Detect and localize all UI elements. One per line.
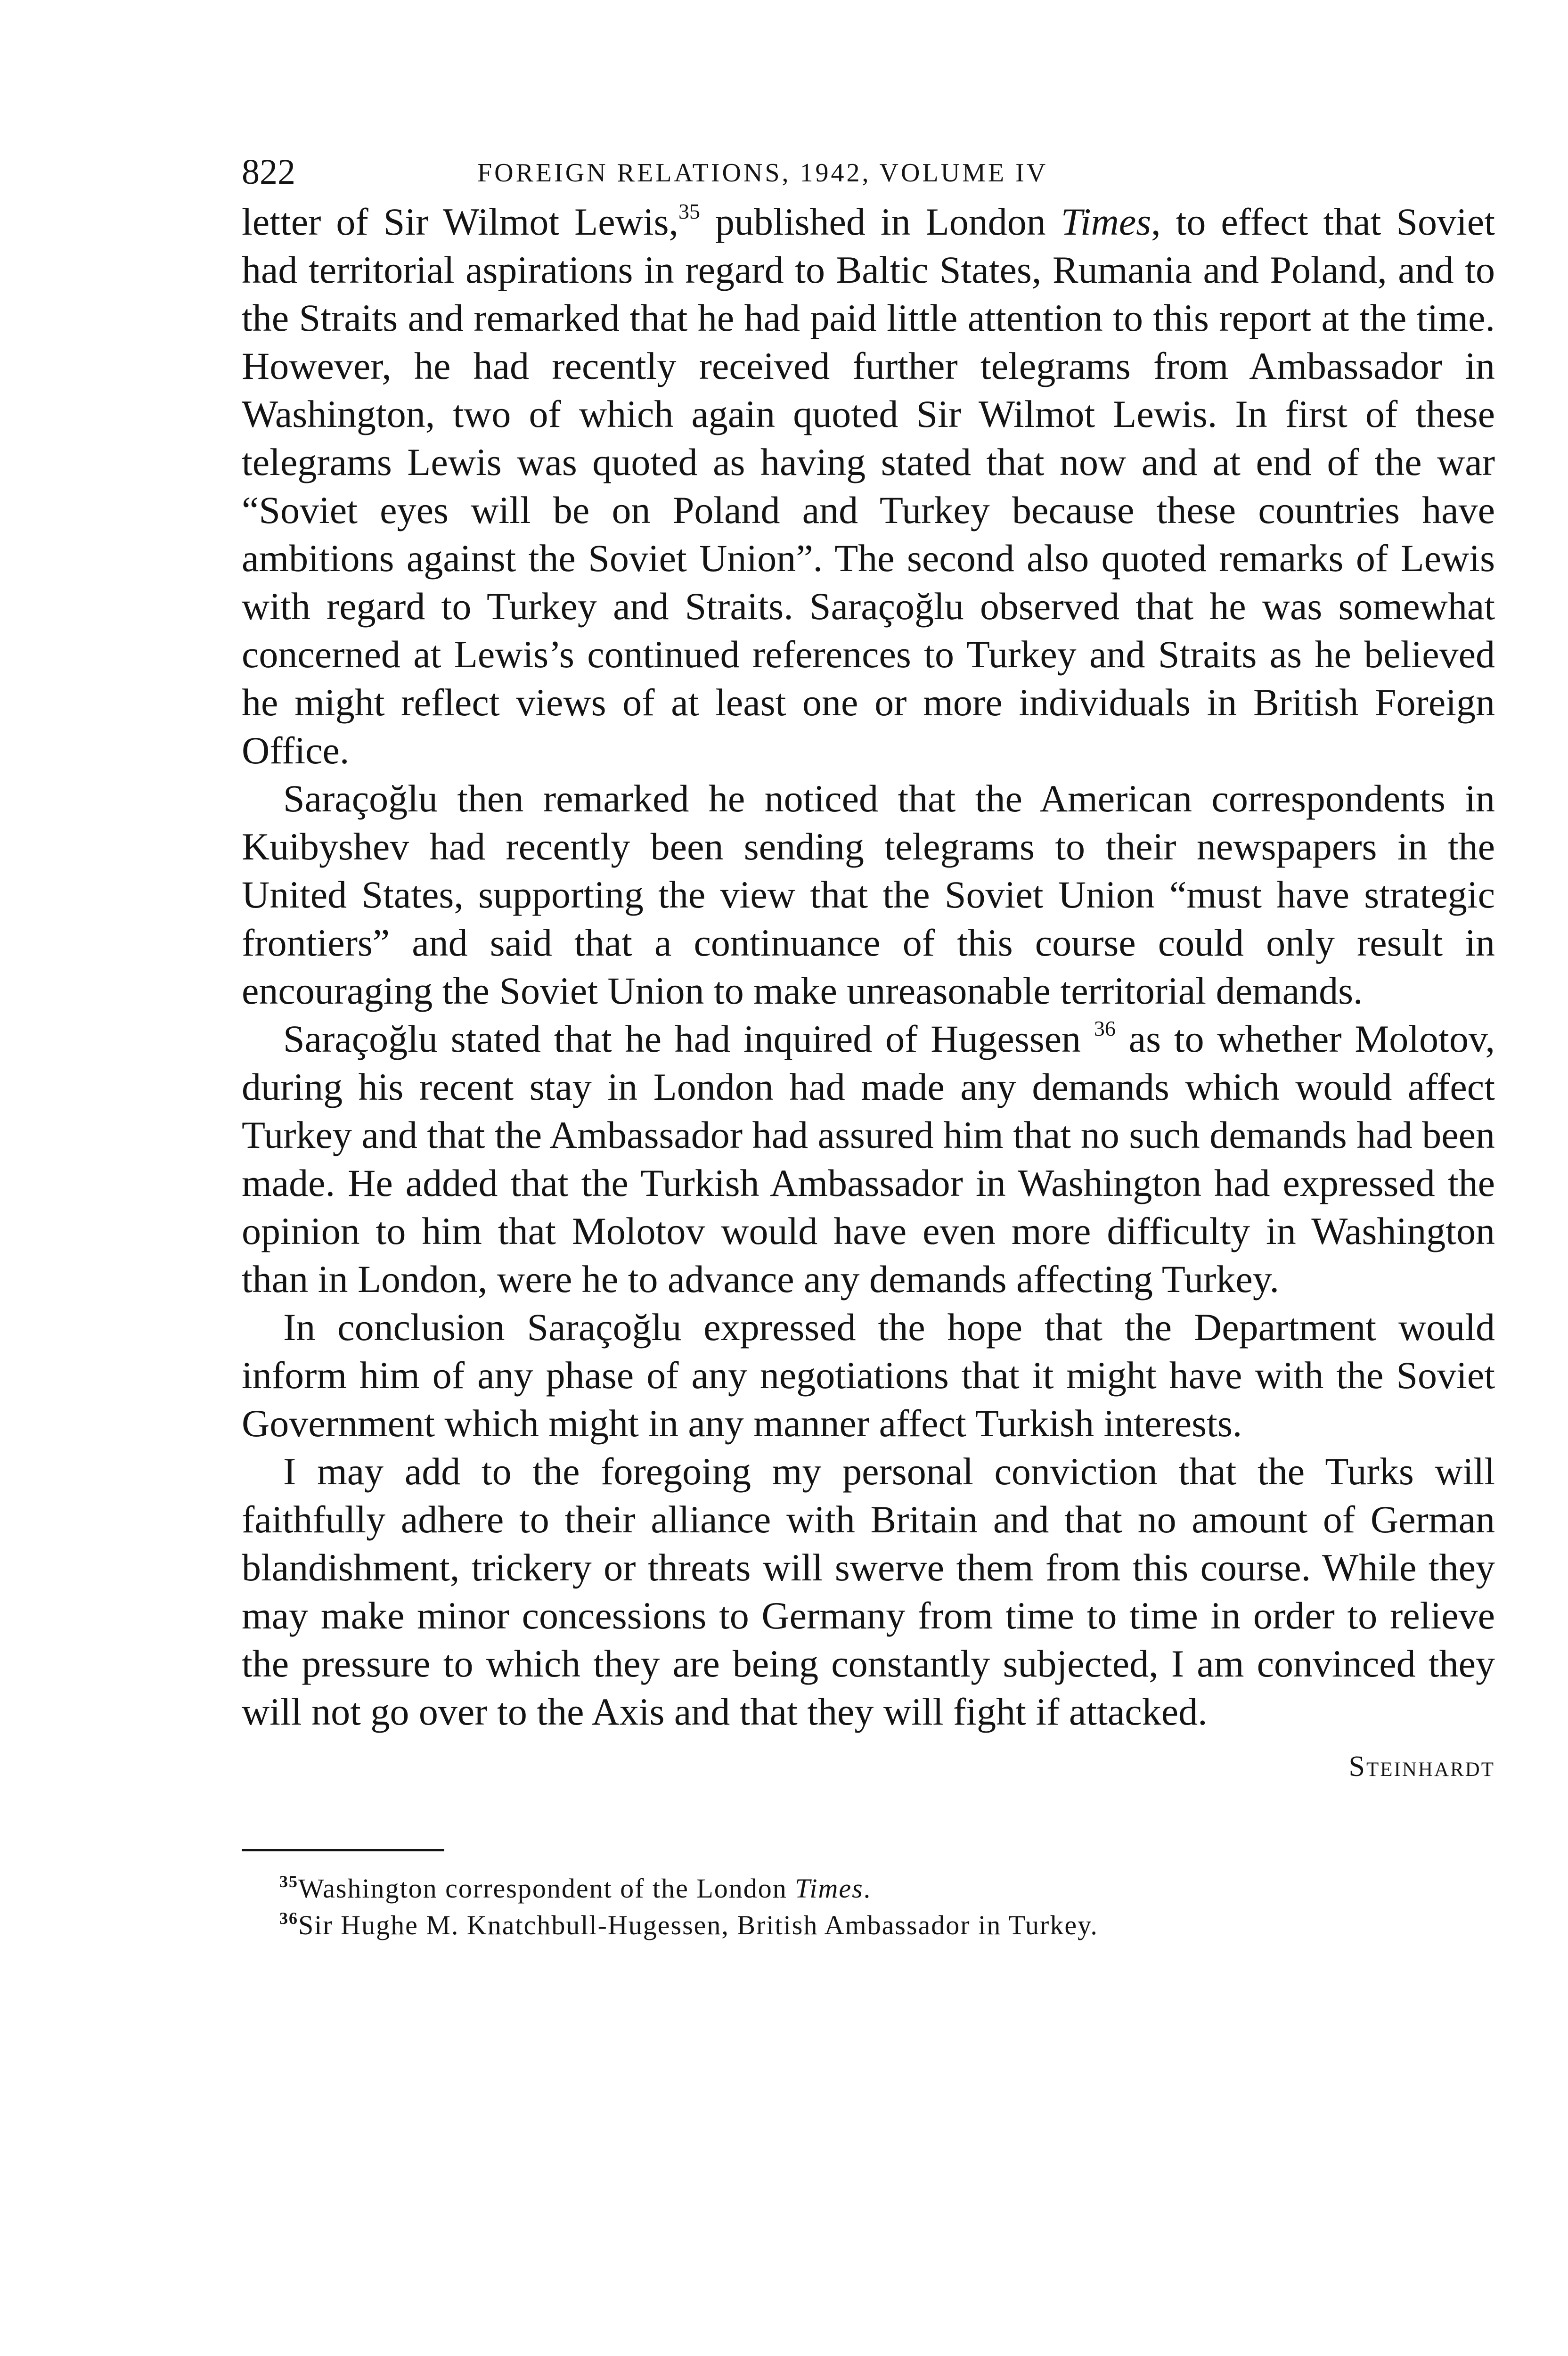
paragraph-1 [242, 198, 1495, 775]
paragraph-5: I may add to the foregoing my personal conviction that the Turks will faithfully adhere to their alliance with Britain and that no amount of German blandishment, trickery or threats will swerve them from this course. While they may make minor concessions to Germany from time to time in order to relieve the pressure to which they are being constantly subjected, I am convinced they will not go over to the Axis and that they will fight if attacked. [242, 1450, 1495, 1733]
times-italic: Times [1061, 200, 1152, 243]
footnote-mark-35: 35 [279, 1872, 298, 1891]
document-page [242, 141, 1495, 1944]
footnote-35-times: Times [795, 1873, 864, 1904]
paragraph-4: In conclusion Saraçoğlu expressed the hope that the Department would inform him of any phase of any negotiations that it might have with the Soviet Government which might in any manner affect Turkish interests. [242, 1306, 1495, 1445]
signature: Steinhardt [1348, 1751, 1495, 1783]
footnotes [242, 1870, 1495, 1944]
footnote-35-text-b: . [863, 1873, 872, 1904]
footnote-divider [242, 1849, 444, 1851]
body-text [242, 198, 1495, 1736]
paragraph-1-text-a: letter of Sir Wilmot Lewis, [242, 200, 679, 243]
page-header [242, 141, 1495, 198]
paragraph-3 [242, 1015, 1495, 1303]
footnote-reference-35: 35 [678, 199, 701, 223]
paragraph-2: Saraçoğlu then remarked he noticed that the American correspondents in Kuibyshev had recently been sending telegrams to their newspapers in the United States, supporting the view that the Soviet Union “must have strategic frontiers” and said that a continuance of this course could only result in encouraging the Soviet Union to make unreasonable territorial demands. [242, 777, 1495, 1012]
footnote-35-text-a: Washington correspondent of the London [298, 1873, 795, 1904]
paragraph-3-text-a: Saraçoğlu stated that he had inquired of Hugessen [283, 1017, 1081, 1060]
paragraph-1-text-c: , to effect that Soviet had territorial aspirations in regard to Baltic States, Rumania and Poland, and to the Straits and remarked that he had paid little attention to this report at the time. However, he had recently received further telegrams from Ambassador in Washington, two of which again quoted Sir Wilmot Lewis. In first of these telegrams Lewis was quoted as having stated that now and at end of the war “Soviet eyes will be on Poland and Turkey because these countries have ambitions against the Soviet Union”. The second also quoted remarks of Lewis with regard to Turkey and Straits. Saraçoğlu observed that he was somewhat concerned at Lewis’s continued references to Turkey and Straits as he believed he might reflect views of at least one or more individuals in British Foreign Office. [242, 200, 1495, 772]
paragraph-3-text-b: as to whether Molotov, during his recent stay in London had made any demands which would affect Turkey and that the Ambassador had assured him that no such demands had been made. He added that the Turkish Ambassador in Washington had expressed the opinion to him that Molotov would have even more difficulty in Washington than in London, were he to advance any demands affecting Turkey. [242, 1017, 1495, 1301]
footnote-mark-36: 36 [279, 1909, 298, 1928]
footnote-36-text: Sir Hughe M. Knatchbull-Hugessen, British Ambassador in Turkey. [298, 1910, 1098, 1940]
running-head: FOREIGN RELATIONS, 1942, VOLUME IV [477, 158, 1048, 188]
footnote-35 [279, 1870, 1495, 1907]
footnote-36 [279, 1907, 1495, 1944]
page-number: 822 [242, 152, 295, 192]
footnote-reference-36: 36 [1094, 1016, 1116, 1040]
paragraph-1-text-b: published in London [700, 200, 1061, 243]
